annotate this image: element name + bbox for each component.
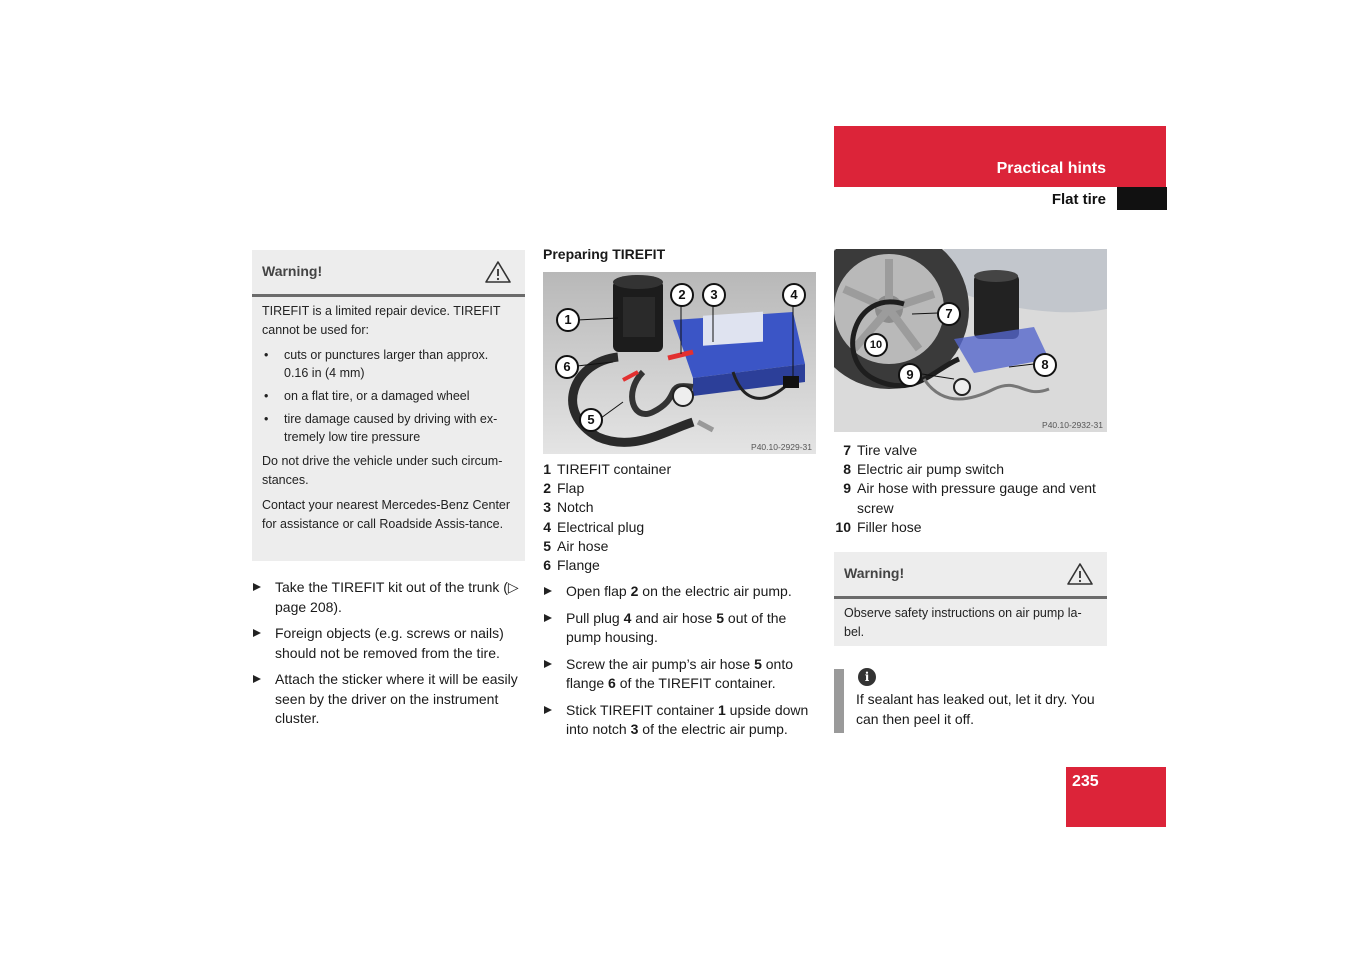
- left-steps: [252, 578, 527, 736]
- legend-item: 2 Flap: [543, 480, 585, 497]
- step-item: Attach the sticker where it will be easily seen by the driver on the instrument cluster.: [252, 670, 527, 729]
- warning-bullet: • tire damage caused by driving with ex-tremely low tire pressure: [262, 410, 515, 446]
- step-item: Stick TIREFIT container 1 upside down into notch 3 of the electric air pump.: [543, 701, 818, 740]
- step-item: Foreign objects (e.g. screws or nails) should not be removed from the tire.: [252, 624, 527, 663]
- middle-steps: [543, 582, 818, 747]
- header-black-tab: [1117, 187, 1167, 210]
- callout-5: 5: [579, 408, 603, 432]
- warning-paragraph: Observe safety instructions on air pump la-bel.: [844, 606, 1082, 639]
- callout-2: 2: [670, 283, 694, 307]
- legend-item: 3 Notch: [543, 499, 594, 516]
- warning-title: Warning!: [844, 565, 905, 581]
- figure-code: P40.10-2932-31: [1042, 420, 1103, 430]
- warning-intro: TIREFIT is a limited repair device. TIREFIT cannot be used for:: [262, 304, 501, 337]
- callout-6: 6: [555, 355, 579, 379]
- warning-paragraph: Contact your nearest Mercedes-Benz Center for assistance or call Roadside Assis-tance.: [262, 498, 511, 531]
- info-text: If sealant has leaked out, let it dry. You can then peel it off.: [856, 691, 1095, 727]
- warning-box-left: [252, 250, 525, 561]
- page-number: 235: [1072, 773, 1099, 790]
- step-item: Take the TIREFIT kit out of the trunk (▷ page 208).: [252, 578, 527, 617]
- legend-item: 10 Filler hose: [835, 518, 922, 535]
- legend-item: 7 Tire valve: [843, 442, 918, 458]
- legend-item: 4 Electrical plug: [543, 518, 645, 535]
- callout-8: 8: [1033, 353, 1057, 377]
- warning-triangle-icon: [485, 260, 511, 284]
- warning-body: [252, 297, 525, 548]
- callout-9: 9: [898, 363, 922, 387]
- middle-legend: [534, 460, 819, 575]
- subsection-title: Flat tire: [1051, 191, 1106, 208]
- legend-item: 5 Air hose: [543, 537, 609, 554]
- warning-paragraph: Do not drive the vehicle under such circum-stances.: [262, 454, 503, 487]
- warning-header: [252, 250, 525, 297]
- tirefit-kit-figure: [543, 272, 816, 454]
- info-bar: [834, 669, 844, 733]
- warning-bullet: • on a flat tire, or a damaged wheel: [262, 387, 515, 405]
- callout-4: 4: [782, 283, 806, 307]
- section-title: Practical hints: [996, 160, 1106, 177]
- legend-item: 1 TIREFIT container: [543, 461, 672, 477]
- step-item: Screw the air pump’s air hose 5 onto flange 6 of the TIREFIT container.: [543, 655, 818, 694]
- callout-3: 3: [702, 283, 726, 307]
- warning-header: [834, 552, 1107, 599]
- step-item: Open flap 2 on the electric air pump.: [543, 582, 818, 602]
- info-icon: i: [858, 668, 876, 686]
- step-item: Pull plug 4 and air hose 5 out of the pump housing.: [543, 609, 818, 648]
- callout-10: 10: [864, 333, 888, 357]
- warning-bullet: • cuts or punctures larger than approx. 0.16 in (4 mm): [262, 346, 515, 382]
- warning-title: Warning!: [262, 263, 323, 279]
- warning-triangle-icon: [1067, 562, 1093, 586]
- warning-bullet-list: [262, 346, 515, 446]
- figure-code: P40.10-2929-31: [751, 442, 812, 452]
- callout-1: 1: [556, 308, 580, 332]
- warning-body: [834, 599, 1107, 656]
- legend-item: 6 Flange: [543, 557, 600, 574]
- legend-item: 8 Electric air pump switch: [843, 461, 1005, 478]
- right-legend: [834, 441, 1109, 537]
- section-heading: Preparing TIREFIT: [543, 246, 666, 262]
- callout-7: 7: [937, 302, 961, 326]
- warning-box-right: [834, 552, 1107, 646]
- tire-connection-figure: [834, 249, 1107, 432]
- legend-item: 9 Air hose with pressure gauge and vent screw: [843, 480, 1096, 516]
